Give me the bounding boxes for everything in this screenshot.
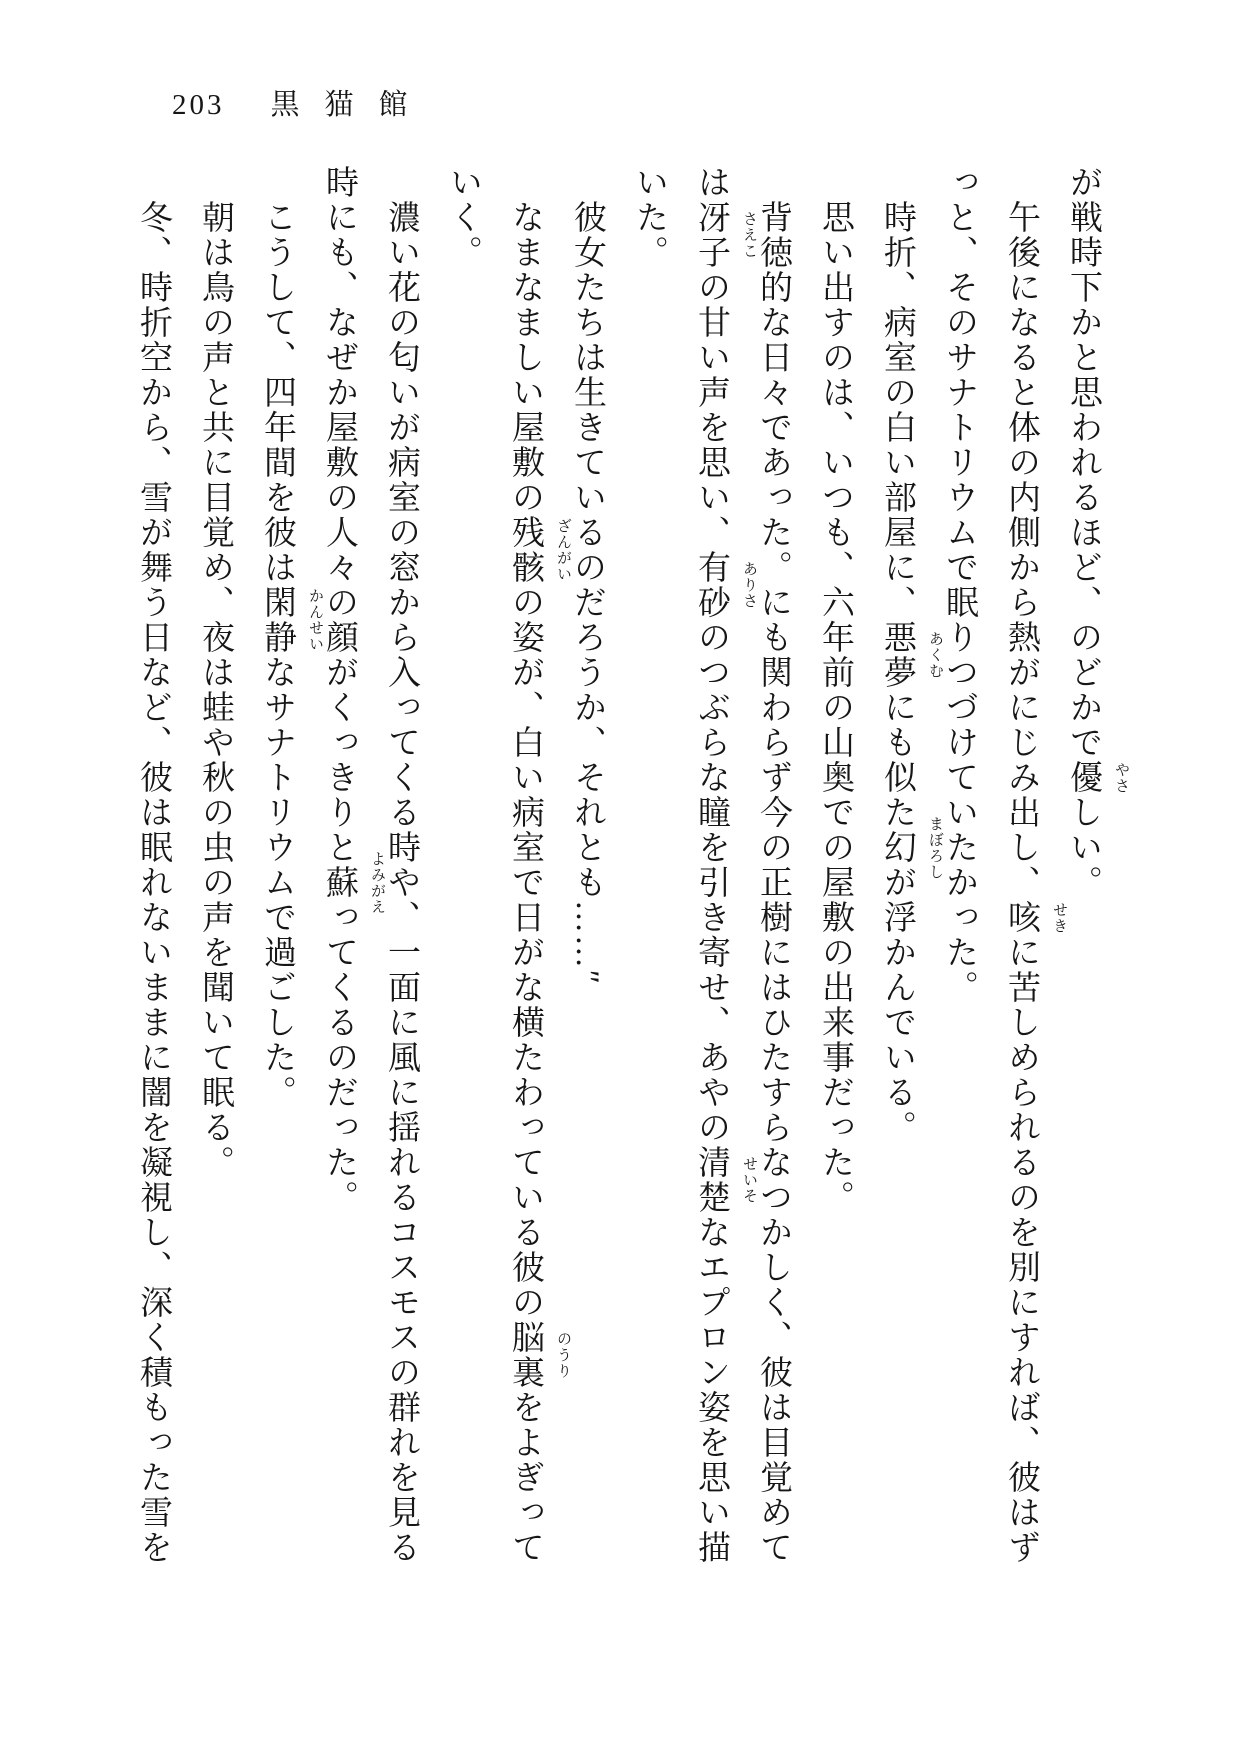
furigana-annotation: さえこ [741, 211, 757, 259]
ruby-base: 優 やさ [1065, 760, 1129, 795]
furigana-annotation: ざんがい [555, 518, 571, 582]
text-column: こうして、四年間を彼は閑静 かんせい なサナトリウムで過ごした。 [259, 200, 323, 1110]
text-column: 時折、病室の白い部屋に、悪夢 あくむ にも似た幻 まぼろし が浮かんでいる。 [879, 200, 943, 1145]
text-block [122, 165, 1129, 1645]
text-column: が戦時下かと思われるほど、のどかで優 やさ しい。 [1065, 165, 1129, 900]
furigana-annotation: のうり [555, 1331, 571, 1379]
ruby-base: 悪夢 あくむ [879, 620, 943, 690]
text-column: いた。 [631, 165, 667, 270]
ruby-base: 有砂 ありさ [693, 550, 757, 620]
text-column: 背徳的な日々であった。にも関わらず今の正樹にはひたすらなつかしく、彼は目覚めて [755, 200, 791, 1565]
ruby-base: 蘇 よみがえ [321, 850, 385, 915]
text-column: 彼女たちは生きているのだろうか、それとも……″ [569, 200, 605, 986]
text-column: 午後になると体の内側から熱がにじみ出し、咳 せき に苦しめられるのを別にすれば、彼はず [1003, 200, 1067, 1565]
ruby-base: 咳 せき [1003, 900, 1067, 935]
ruby-base: 閑静 かんせい [259, 585, 323, 655]
book-title: 黒猫館 [270, 89, 433, 121]
text-column: は冴子 さえこ の甘い声を思い、有砂 ありさ のつぶらな瞳を引き寄せ、あやの清楚 せいそ なエプロン姿を思い描 [693, 165, 757, 1565]
running-head [172, 90, 433, 122]
text-column: 思い出すのは、いつも、六年前の山奥での屋敷の出来事だった。 [817, 200, 853, 1215]
text-column: 濃い花の匂いが病室の窓から入ってくる時や、一面に風に揺れるコスモスの群れを見る [383, 200, 419, 1565]
ruby-base: 幻 まぼろし [879, 815, 943, 880]
page-number: 203 [172, 89, 225, 121]
text-column: なまなましい屋敷の残骸 ざんがい の姿が、白い病室で日がな横たわっている彼の脳裏 のうり をよぎって [507, 200, 571, 1565]
furigana-annotation: あくむ [927, 631, 943, 679]
furigana-annotation: せき [1051, 901, 1067, 934]
furigana-annotation: やさ [1113, 761, 1129, 794]
text-column: 時にも、なぜか屋敷の人々の顔がくっきりと蘇 よみがえ ってくるのだった。 [321, 165, 385, 1215]
furigana-annotation: かんせい [307, 588, 323, 652]
ruby-base: 脳裏 のうり [507, 1320, 571, 1390]
furigana-annotation: せいそ [741, 1156, 757, 1204]
text-column: 冬、時折空から、雪が舞う日など、彼は眠れないままに闇を凝視し、深く積もった雪を [135, 200, 171, 1565]
furigana-annotation: よみがえ [369, 850, 385, 915]
ruby-base: 冴子 さえこ [693, 200, 757, 270]
text-column: いく。 [445, 165, 481, 270]
furigana-annotation: まぼろし [927, 815, 943, 880]
ruby-base: 残骸 ざんがい [507, 515, 571, 585]
furigana-annotation: ありさ [741, 561, 757, 609]
ruby-base: 清楚 せいそ [693, 1145, 757, 1215]
text-column: 朝は鳥の声と共に目覚め、夜は蛙や秋の虫の声を聞いて眠る。 [197, 200, 233, 1180]
text-column: っと、そのサナトリウムで眠りつづけていたかった。 [941, 165, 977, 1005]
